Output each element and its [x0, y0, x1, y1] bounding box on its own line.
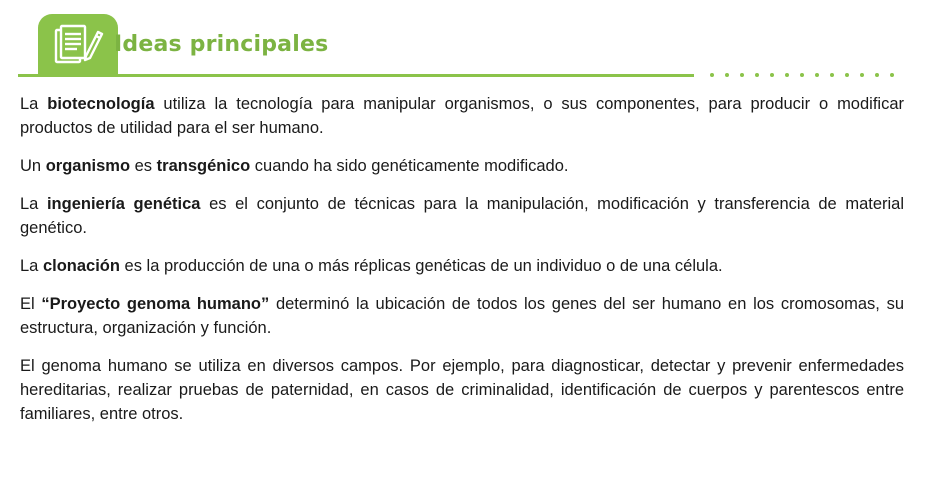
text-segment: El [20, 295, 42, 313]
paragraph-biotecnologia [20, 92, 904, 140]
notes-pencil-icon [38, 14, 118, 76]
paragraph-ingenieria-genetica [20, 192, 904, 240]
text-segment: El genoma humano se utiliza en diversos campos. Por ejemplo, para diagnosticar, detectar y prevenir enfermedades hereditarias, realizar pruebas de paternidad, en casos de criminalidad, identificación de cuerpos y parentescos entre familiares, entre otros. [20, 357, 904, 423]
section-header [18, 14, 908, 78]
text-segment: La [20, 195, 47, 213]
text-segment: utiliza la tecnología para manipular organismos, o sus componentes, para producir o modificar productos de utilidad para el ser humano. [20, 95, 904, 137]
text-segment: es el conjunto de técnicas para la manipulación, modificación y transferencia de material genético. [20, 195, 905, 237]
key-term: clonación [42, 257, 120, 275]
paragraph-clonacion [20, 254, 904, 278]
text-segment: es la producción de una o más réplicas genéticas de un individuo o de una célula. [119, 257, 723, 275]
paragraph-transgenico [20, 154, 904, 178]
text-segment: La [20, 95, 48, 113]
header-dotted-line [710, 73, 910, 79]
key-term: organismo [45, 157, 131, 175]
key-term: biotecnología [47, 95, 155, 113]
section-title: Ideas principales [114, 32, 329, 57]
key-term: ingeniería genética [46, 195, 201, 213]
key-term: transgénico [156, 157, 251, 175]
paragraph-proyecto-genoma [20, 292, 904, 340]
paragraph-genoma-usos [20, 354, 904, 426]
text-segment: cuando ha sido genéticamente modificado. [250, 157, 569, 175]
text-segment: es [130, 157, 157, 175]
text-segment: Un [20, 157, 46, 175]
ideas-content [20, 92, 904, 440]
text-segment: determinó la ubicación de todos los genes del ser humano en los cromosomas, su estructura, organización y función. [20, 295, 904, 337]
text-segment: La [20, 257, 43, 275]
header-underline [18, 74, 694, 77]
key-term: “Proyecto genoma humano” [41, 295, 270, 313]
